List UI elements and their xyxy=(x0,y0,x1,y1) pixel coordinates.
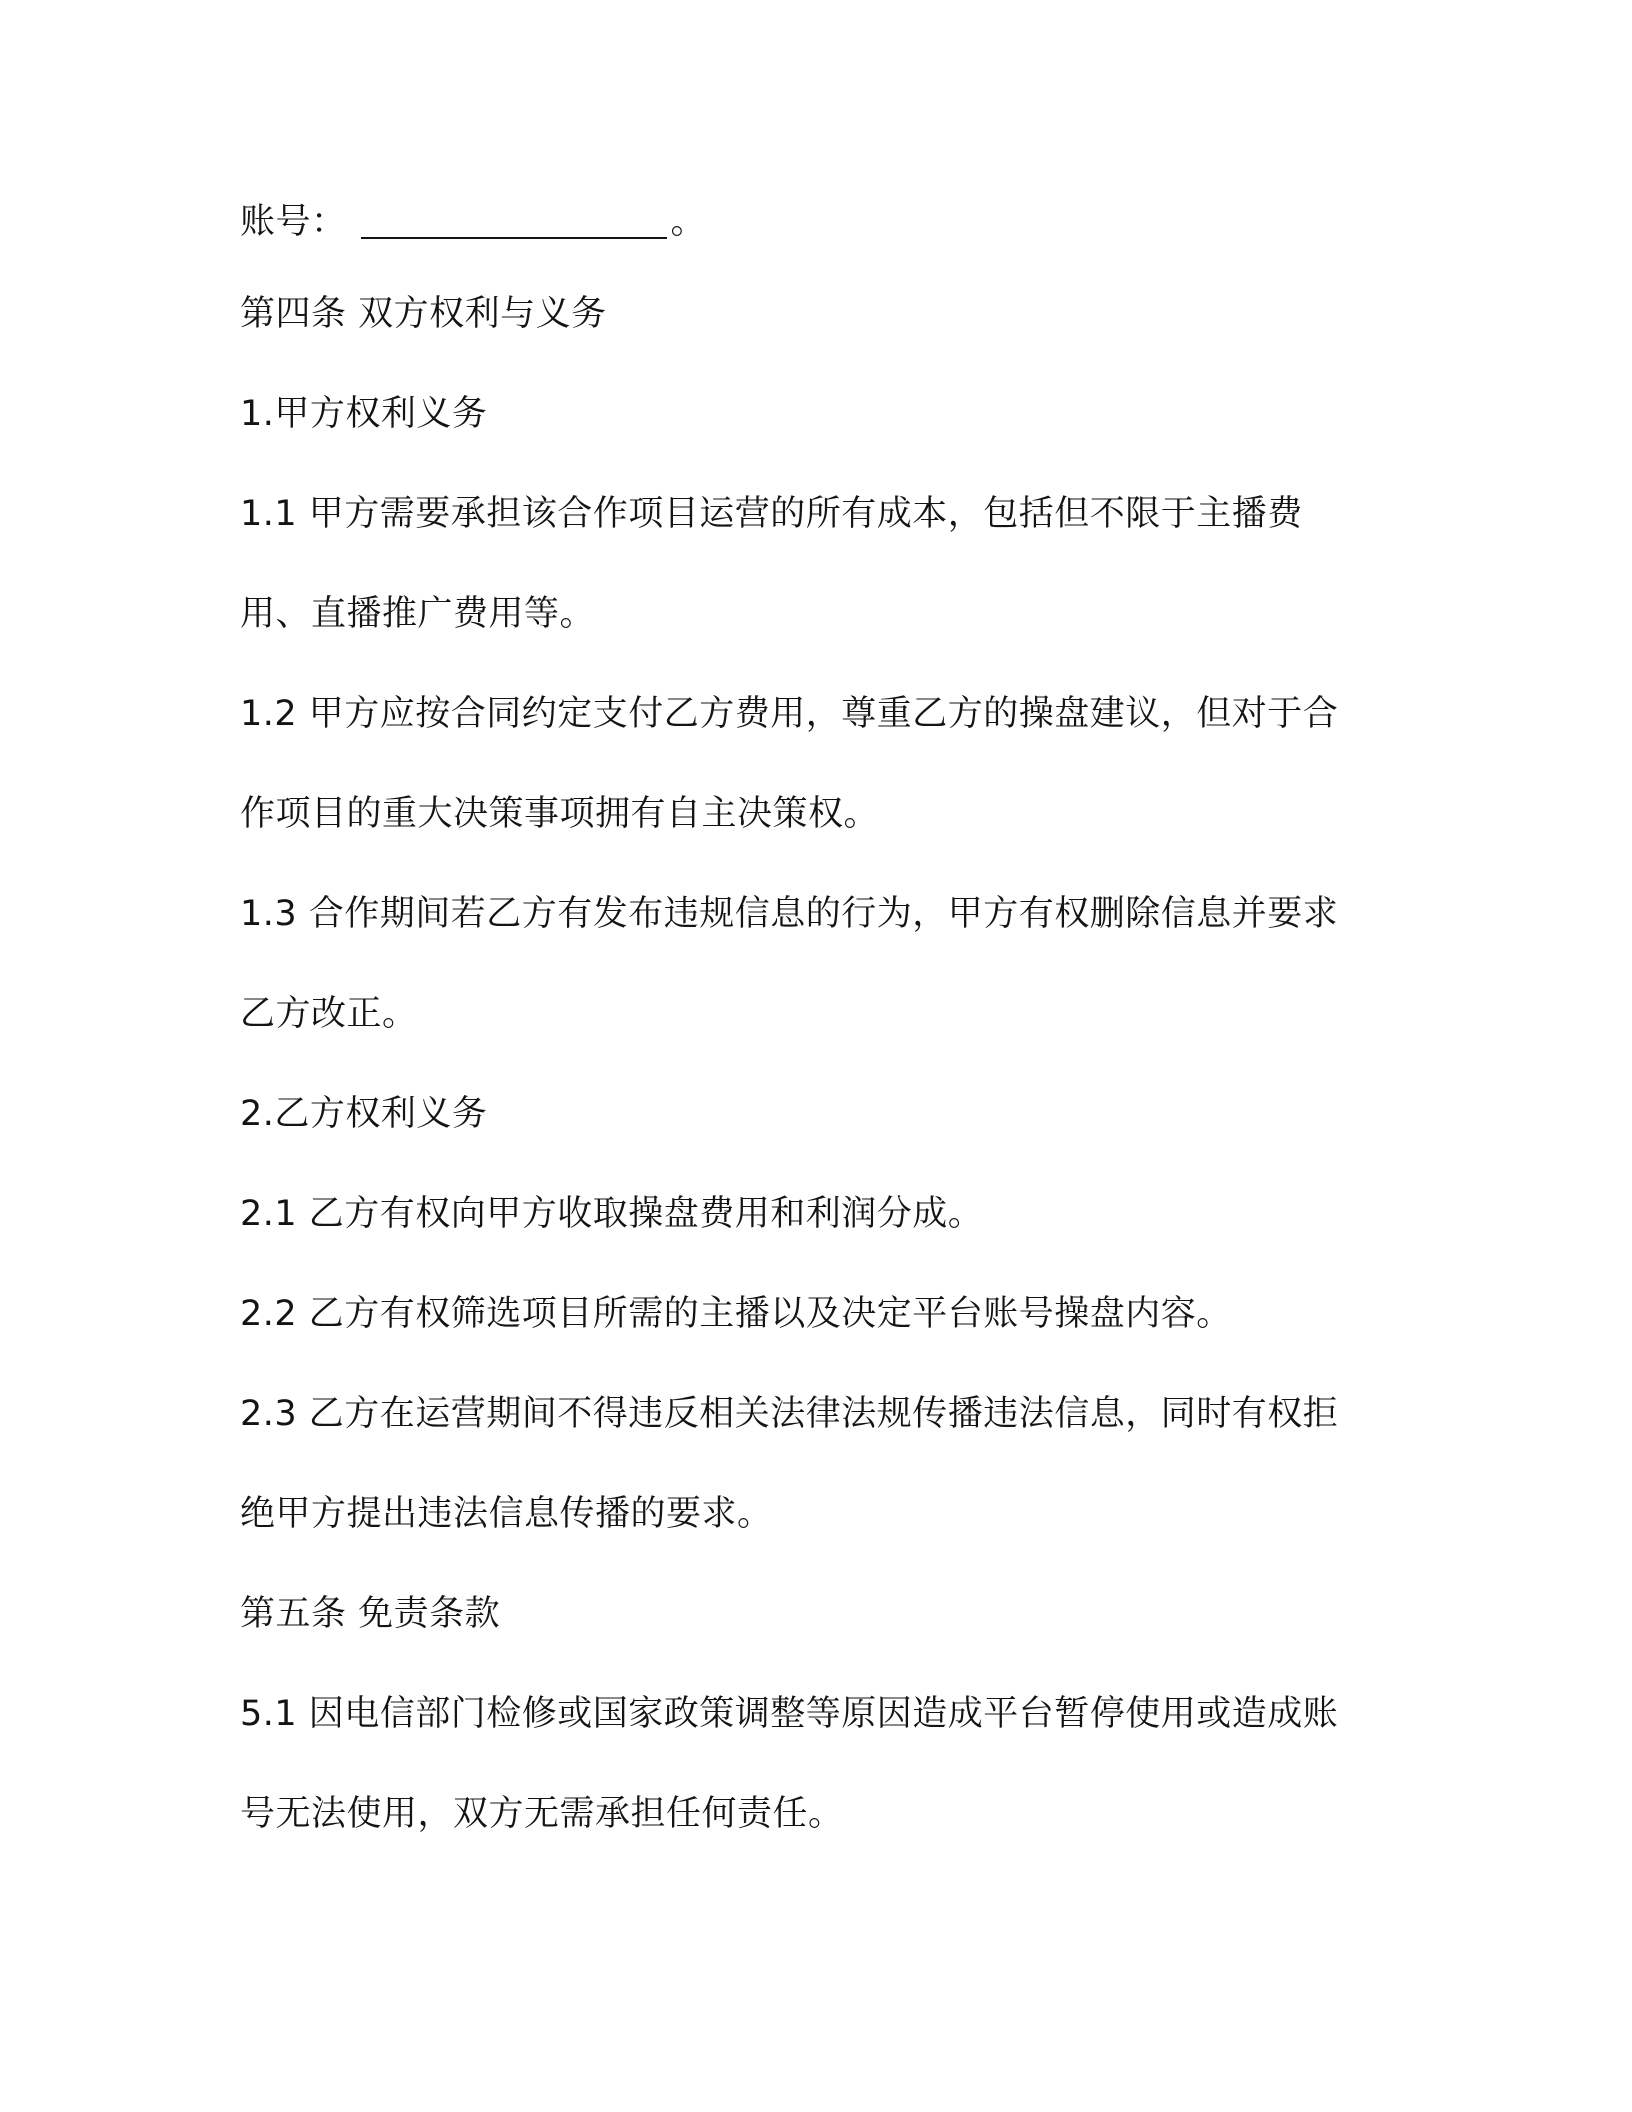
clause-2-3-line-2: 绝甲方提出违法信息传播的要求。 xyxy=(240,1494,773,1534)
clause-1-1-line-2: 用、直播推广费用等。 xyxy=(240,594,596,634)
clause-2-2: 2.2 乙方有权筛选项目所需的主播以及决定平台账号操盘内容。 xyxy=(240,1294,1232,1334)
clause-1-2-line-1: 1.2 甲方应按合同约定支付乙方费用，尊重乙方的操盘建议，但对于合 xyxy=(240,694,1339,734)
account-end-punctuation: 。 xyxy=(670,202,707,242)
article-five-heading: 第五条 免责条款 xyxy=(240,1594,501,1634)
clause-2-3-line-1: 2.3 乙方在运营期间不得违反相关法律法规传播违法信息，同时有权拒 xyxy=(240,1394,1339,1434)
account-line xyxy=(240,200,706,244)
account-blank-field xyxy=(361,201,667,239)
account-label: 账号： xyxy=(240,202,347,242)
clause-2-1: 2.1 乙方有权向甲方收取操盘费用和利润分成。 xyxy=(240,1194,984,1234)
clause-5-1-line-2: 号无法使用，双方无需承担任何责任。 xyxy=(240,1794,844,1834)
clause-5-1-line-1: 5.1 因电信部门检修或国家政策调整等原因造成平台暂停使用或造成账 xyxy=(240,1694,1339,1734)
clause-1-2-line-2: 作项目的重大决策事项拥有自主决策权。 xyxy=(240,794,880,834)
article-four-heading: 第四条 双方权利与义务 xyxy=(240,294,607,334)
party-a-heading: 1.甲方权利义务 xyxy=(240,394,488,434)
clause-1-3-line-1: 1.3 合作期间若乙方有发布违规信息的行为，甲方有权删除信息并要求 xyxy=(240,894,1339,934)
clause-1-1-line-1: 1.1 甲方需要承担该合作项目运营的所有成本，包括但不限于主播费 xyxy=(240,494,1303,534)
party-b-heading: 2.乙方权利义务 xyxy=(240,1094,488,1134)
clause-1-3-line-2: 乙方改正。 xyxy=(240,994,418,1034)
